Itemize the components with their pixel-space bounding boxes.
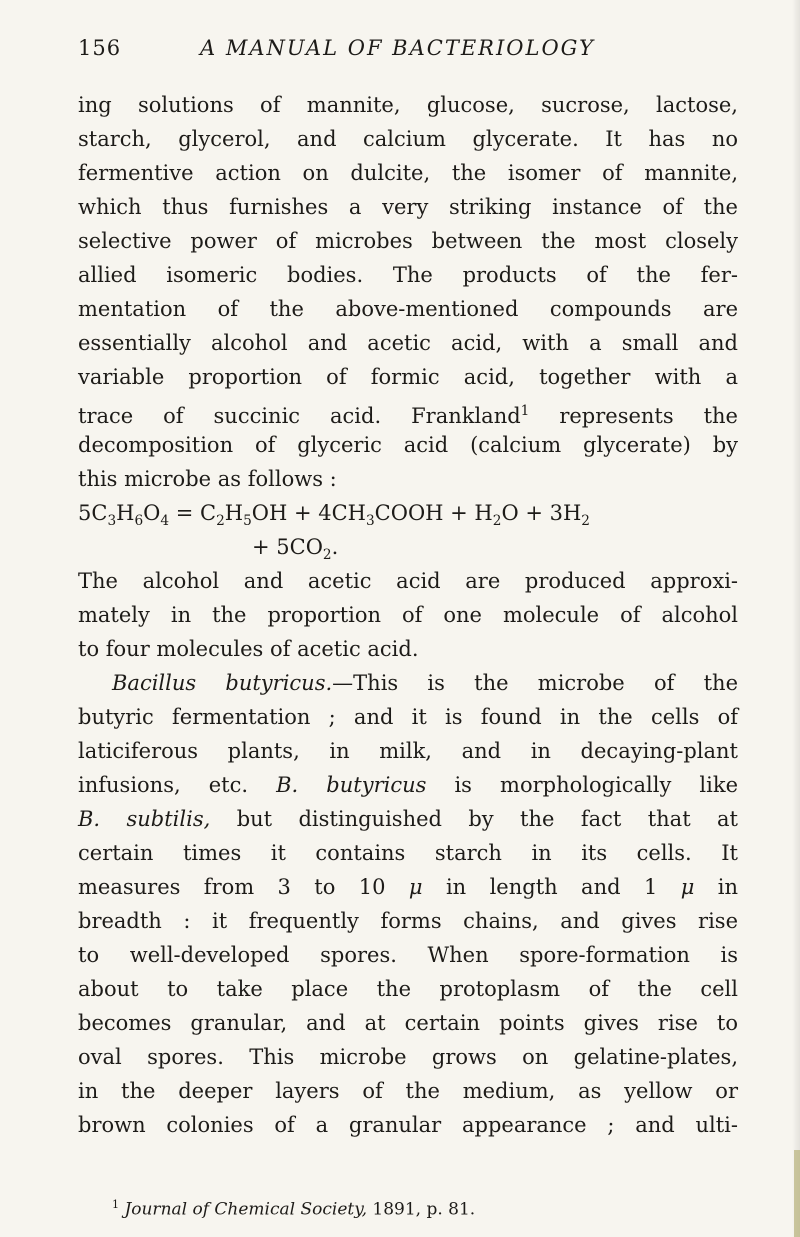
text-line: breadth : it frequently forms chains, and gives rise [78, 909, 738, 933]
eq-subscript: 4 [160, 513, 170, 530]
text-line: to well-developed spores. When spore-formation is [78, 943, 738, 967]
eq-subscript: 2 [581, 513, 590, 530]
page-edge-shadow [792, 0, 800, 1237]
eq-text: OH + 4CH [251, 501, 366, 525]
text-line: certain times it contains starch in its cells. It [78, 841, 738, 865]
eq-text: + 5CO [252, 535, 323, 559]
text-line: essentially alcohol and acetic acid, with a small and [78, 331, 738, 355]
text-fragment: but distinguished by the fact that at [210, 807, 738, 831]
text-line: fermentive action on dulcite, the isomer of mannite, [78, 161, 738, 185]
text-line: ing solutions of mannite, glucose, sucrose, lactose, [78, 93, 738, 117]
micron-symbol: μ [408, 875, 423, 899]
eq-text: = C [169, 501, 217, 525]
eq-text: . [331, 535, 339, 559]
text-line: The alcohol and acetic acid are produced approxi- [78, 569, 738, 593]
chemical-equation-line-2 [78, 530, 738, 564]
eq-subscript: 2 [216, 513, 225, 530]
footnote-marker: 1 [112, 1198, 120, 1211]
text-line: mentation of the above-mentioned compounds are [78, 297, 738, 321]
species-name: B. butyricus [276, 773, 427, 797]
text-line: about to take place the protoplasm of the cell [78, 977, 738, 1001]
eq-subscript: 5 [243, 513, 252, 530]
eq-text: O + 3H [501, 501, 582, 525]
text-fragment: measures from 3 to 10 [78, 875, 409, 899]
page-header [78, 36, 778, 66]
text-line: variable proportion of formic acid, together with a [78, 365, 738, 389]
body-text [78, 88, 738, 1142]
text-line [78, 870, 738, 904]
text-line: laticiferous plants, in milk, and in decaying-plant [78, 739, 738, 763]
text-fragment: infusions, etc. [78, 773, 277, 797]
text-line [78, 768, 738, 802]
text-fragment: trace of succinic acid. Frankland [78, 404, 521, 428]
micron-symbol: μ [680, 875, 695, 899]
species-name: Bacillus butyricus. [112, 671, 333, 695]
text-line: mately in the proportion of one molecule of alcohol [78, 603, 738, 627]
text-fragment: —This is the microbe of the [332, 671, 738, 695]
page-number: 156 [78, 36, 122, 60]
eq-subscript: 2 [322, 547, 332, 564]
text-fragment: is morphologically like [426, 773, 739, 797]
footnote-citation: 1891, p. 81. [366, 1199, 476, 1220]
text-line: which thus furnishes a very striking instance of the [78, 195, 738, 219]
text-fragment: represents the [529, 404, 738, 428]
text-line: in the deeper layers of the medium, as yellow or [78, 1079, 738, 1103]
text-line: becomes granular, and at certain points gives rise to [78, 1011, 738, 1035]
text-line: butyric fermentation ; and it is found in the cells of [78, 705, 738, 729]
text-line: oval spores. This microbe grows on gelatine-plates, [78, 1045, 738, 1069]
footnote [112, 1198, 732, 1220]
eq-subscript: 3 [365, 513, 375, 530]
eq-text: 5C [78, 501, 108, 525]
species-name: B. subtilis, [78, 807, 211, 831]
text-line: this microbe as follows : [78, 467, 337, 491]
eq-subscript: 6 [134, 513, 144, 530]
text-line [78, 802, 738, 836]
footnote-journal: Journal of Chemical Society, [124, 1199, 367, 1220]
chemical-equation-line-1 [78, 496, 738, 530]
footnote-reference: 1 [520, 403, 530, 419]
text-line: allied isomeric bodies. The products of the fer- [78, 263, 738, 287]
text-fragment: in [694, 875, 738, 899]
text-line: selective power of microbes between the most closely [78, 229, 738, 253]
page-edge-mark [794, 1150, 800, 1237]
eq-subscript: 3 [107, 513, 117, 530]
text-line-frankland [78, 394, 738, 428]
bacillus-heading-line [78, 666, 738, 700]
text-fragment: in length and 1 [422, 875, 681, 899]
eq-text: COOH + H [374, 501, 493, 525]
eq-text: H [224, 501, 244, 525]
eq-text: H [116, 501, 135, 525]
text-line: starch, glycerol, and calcium glycerate. It has no [78, 127, 738, 151]
eq-text: O [143, 501, 161, 525]
text-line: to four molecules of acetic acid. [78, 637, 419, 661]
running-title: A MANUAL OF BACTERIOLOGY [200, 36, 595, 60]
text-line: brown colonies of a granular appearance ; and ulti- [78, 1113, 738, 1137]
text-line: decomposition of glyceric acid (calcium glycerate) by [78, 433, 738, 457]
eq-subscript: 2 [492, 513, 502, 530]
